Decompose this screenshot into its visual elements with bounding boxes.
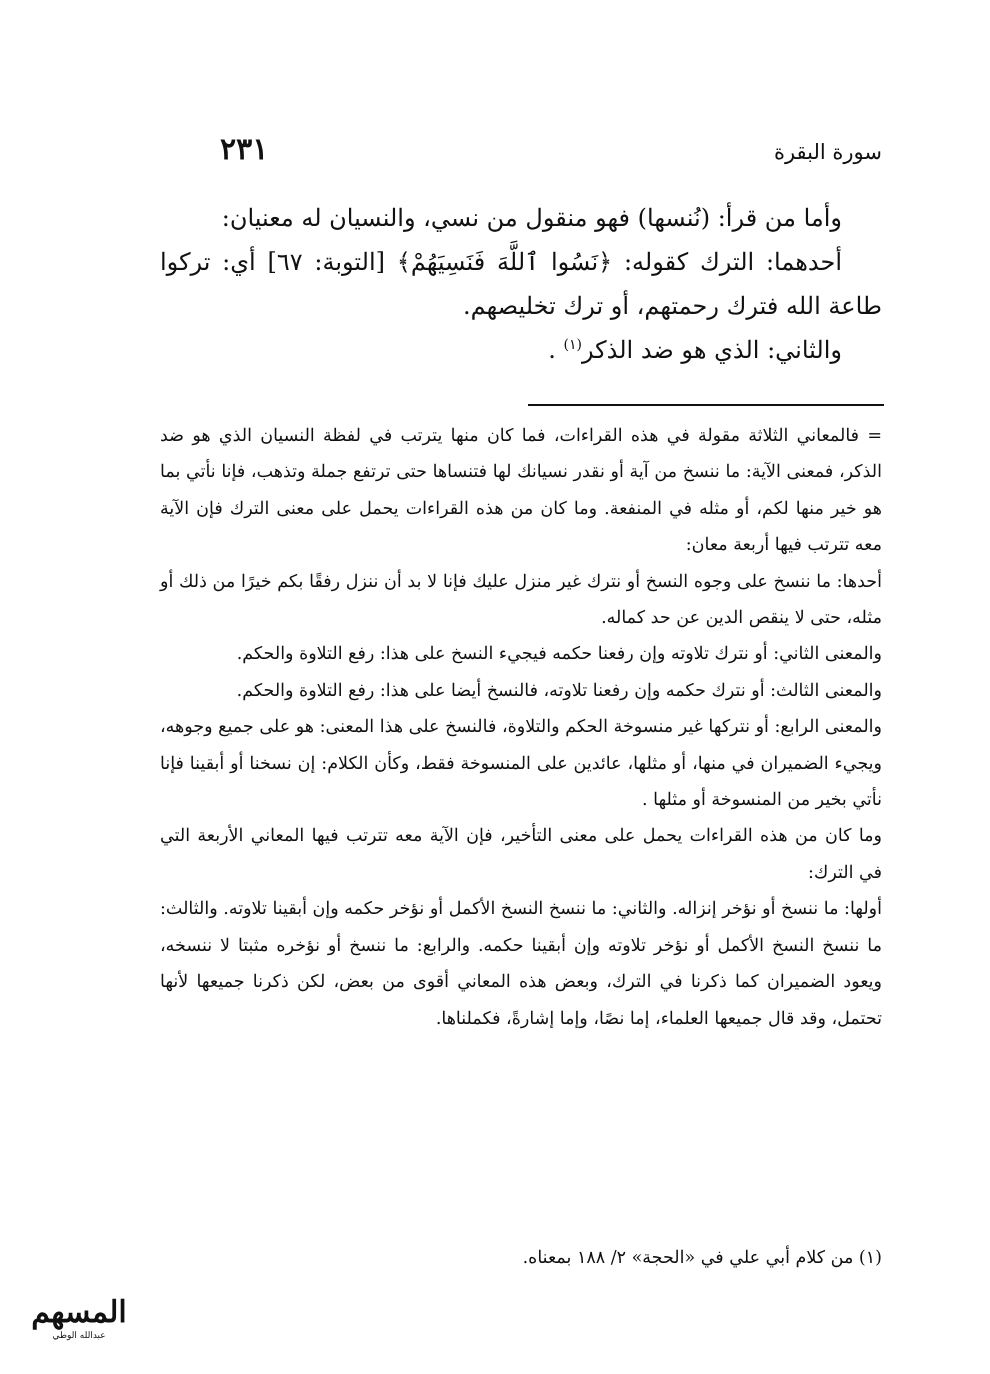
footnote-divider bbox=[528, 404, 884, 406]
continued-notes bbox=[160, 418, 882, 1037]
main-line-1: وأما من قرأ: (نُنسها) فهو منقول من نسي، والنسيان له معنيان: bbox=[221, 204, 842, 232]
note-paragraph: والمعنى الثالث: أو نترك حكمه وإن رفعنا تلاوته، فالنسخ أيضا على هذا: رفع التلاوة والحكم. bbox=[236, 680, 882, 701]
note-paragraph: والمعنى الرابع: أو نتركها غير منسوخة الحكم والتلاوة، فالنسخ على هذا المعنى: هو على جميع وجوهه، ويجيء الضميران في منها، أو مثلها، عائدين على المنسوخة فقط، وكأن الكلام: إن نسخنا أو أبقينا فإنا نأتي بخير من المنسوخة أو مثلها . bbox=[160, 717, 882, 811]
logo-sub-text: عبدالله الوطي bbox=[52, 1331, 106, 1341]
note-paragraph: وما كان من هذه القراءات يحمل على معنى التأخير، فإن الآية معه تترتب فيها المعاني الأربعة التي في الترك: bbox=[160, 826, 882, 883]
first-meaning-rest: [التوبة: ٦٧] أي: تركوا طاعة الله فترك رحمتهم، أو ترك تخليصهم. bbox=[160, 248, 882, 320]
note-paragraph: = فالمعاني الثلاثة مقولة في هذه القراءات، فما كان منها يترتب في لفظة النسيان الذي هو ضد الذكر، فمعنى الآية: ما ننسخ من آية أو نقدر نسيانك لها فتنساها حتى ترتفع جملة وتذهب، فإنا نأتي بما هو خير منها لكم، أو مثله في المنفعة. وما كان من هذه القراءات يحمل على معنى الترك فإن الآية معه تترتب فيها أربعة معان: bbox=[160, 426, 882, 556]
quran-verse: ﴿نَسُوا ٱللَّهَ فَنَسِيَهُمْ﴾ bbox=[396, 248, 613, 276]
first-meaning-intro: أحدهما: الترك كقوله: bbox=[612, 248, 843, 276]
surah-title: سورة البقرة bbox=[773, 140, 882, 164]
second-meaning-end: . bbox=[548, 336, 556, 364]
note-paragraph: أولها: ما ننسخ أو نؤخر إنزاله. والثاني: ما ننسخ النسخ الأكمل أو نؤخر حكمه وإن أبقينا تلاوته. والثالث: ما ننسخ النسخ الأكمل أو نؤخر تلاوته وإن أبقينا حكمه. والرابع: ما ننسخ أو نؤخره مثبتا لا ننسخه، ويعود الضميران كما ذكرنا في الترك، وبعض هذه المعاني أقوى من بعض، لكن ذكرنا جميعها لأنها تحتمل، وقد قال جميعها العلماء، إما نصًا، وإما إشارةً، فكملناها. bbox=[160, 899, 882, 1029]
publisher-logo bbox=[14, 1296, 144, 1352]
main-text bbox=[160, 196, 882, 372]
note-paragraph: والمعنى الثاني: أو نترك تلاوته وإن رفعنا حكمه فيجيء النسخ على هذا: رفع التلاوة والحكم. bbox=[236, 644, 882, 665]
footnote-1: (١) من كلام أبي علي في «الحجة» ٢/ ١٨٨ بمعناه. bbox=[522, 1248, 882, 1268]
main-first-meaning bbox=[160, 240, 882, 328]
footnote-ref: (١) bbox=[563, 337, 582, 353]
note-paragraph: أحدها: ما ننسخ على وجوه النسخ أو نترك غير منزل عليك فإنا لا بد أن ننزل رفقًا بكم خيرًا من ذلك أو مثله، حتى لا ينقص الدين عن حد كماله. bbox=[160, 571, 882, 629]
page-number: ٢٣١ bbox=[220, 132, 269, 167]
page-header bbox=[160, 132, 882, 172]
second-meaning-text: والثاني: الذي هو ضد الذكر bbox=[581, 336, 842, 364]
logo-main-text: المسهم bbox=[31, 1295, 127, 1330]
main-second-meaning bbox=[160, 328, 882, 372]
